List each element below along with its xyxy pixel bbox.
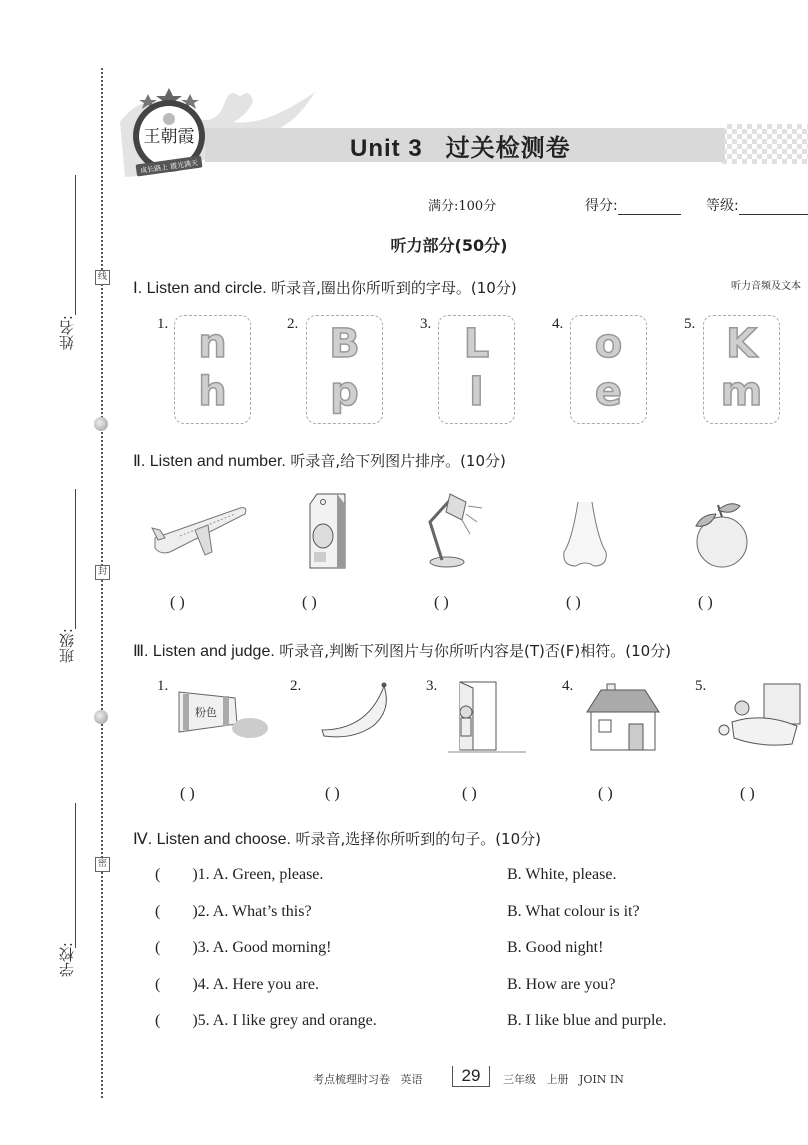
grade-blank[interactable] <box>739 200 808 215</box>
binding-hole-icon <box>94 710 108 724</box>
footer-book-title: 考点梳理时习卷 英语 <box>313 1073 423 1086</box>
boy-opening-door-icon <box>448 680 528 755</box>
item-number: 5. <box>695 678 707 694</box>
binding-mark-xian: 线 <box>95 270 110 285</box>
answer-blank[interactable]: ( ) <box>180 785 195 802</box>
question-1-option-a[interactable]: ( )1. A. Green, please. <box>155 866 324 883</box>
answer-blank[interactable]: ( ) <box>325 785 340 802</box>
page-title: Unit 3 过关检测卷 <box>350 135 571 162</box>
school-label: 学校: <box>58 942 76 978</box>
score-blank[interactable] <box>618 200 681 215</box>
letter-card-3[interactable]: L I <box>438 315 515 424</box>
item-number: 3. <box>426 678 438 694</box>
svg-text:粉色: 粉色 <box>195 706 217 719</box>
house-icon <box>585 682 660 752</box>
question-3-option-a[interactable]: ( )3. A. Good morning! <box>155 939 332 956</box>
item-number: 5. <box>684 316 696 332</box>
section-2-heading: Ⅱ. Listen and number. 听录音,给下列图片排序。(10分) <box>133 452 506 470</box>
grade-label: 等级: <box>706 198 739 214</box>
class-field-line[interactable] <box>75 489 76 629</box>
item-number: 1. <box>157 316 169 332</box>
school-field-line[interactable] <box>75 803 76 948</box>
answer-blank[interactable]: ( ) <box>462 785 477 802</box>
item-number: 4. <box>562 678 574 694</box>
answer-blank[interactable]: ( ) <box>740 785 755 802</box>
brand-logo-icon <box>128 86 210 180</box>
answer-blank[interactable]: ( ) <box>170 594 185 611</box>
desk-lamp-icon <box>422 492 492 570</box>
item-number: 3. <box>420 316 432 332</box>
letter-card-1[interactable]: n h <box>174 315 251 424</box>
item-number: 2. <box>290 678 302 694</box>
banana-icon <box>318 680 393 740</box>
nose-icon <box>560 500 610 570</box>
question-4-option-b[interactable]: B. How are you? <box>507 976 616 993</box>
answer-blank[interactable]: ( ) <box>698 594 713 611</box>
answer-blank[interactable]: ( ) <box>434 594 449 611</box>
question-2-option-a[interactable]: ( )2. A. What’s this? <box>155 903 312 920</box>
binding-mark-feng: 封 <box>95 565 110 580</box>
question-5-option-b[interactable]: B. I like blue and purple. <box>507 1012 667 1029</box>
question-2-option-b[interactable]: B. What colour is it? <box>507 903 640 920</box>
item-number: 2. <box>287 316 299 332</box>
letter-card-5[interactable]: K m <box>703 315 780 424</box>
section-1-heading: Ⅰ. Listen and circle. 听录音,圈出你所听到的字母。(10分) <box>133 279 517 297</box>
letter-card-2[interactable]: B p <box>306 315 383 424</box>
item-number: 4. <box>552 316 564 332</box>
milk-carton-icon <box>305 492 350 570</box>
svg-text:成长路上 霞光满天: 成长路上 霞光满天 <box>139 158 199 176</box>
paint-tube-icon <box>175 688 270 743</box>
grade-field[interactable] <box>706 195 808 215</box>
full-score-label: 满分:100分 <box>428 199 497 214</box>
answer-blank[interactable]: ( ) <box>566 594 581 611</box>
footer-grade-info: 三年级 上册 JOIN IN <box>503 1073 624 1086</box>
question-5-option-a[interactable]: ( )5. A. I like grey and orange. <box>155 1012 377 1029</box>
score-field[interactable] <box>585 195 681 215</box>
binding-hole-icon <box>94 417 108 431</box>
page-number: 29 <box>452 1066 490 1087</box>
question-3-option-b[interactable]: B. Good night! <box>507 939 604 956</box>
orange-icon <box>692 500 752 570</box>
audio-note: 听力音频及文本 <box>731 281 801 292</box>
item-number: 1. <box>157 678 169 694</box>
girl-in-bed-icon <box>712 682 802 752</box>
svg-text:王朝霞: 王朝霞 <box>143 127 195 147</box>
plane-icon <box>150 500 250 565</box>
checker-decoration <box>722 124 808 164</box>
name-label: 姓名: <box>58 315 76 351</box>
class-label: 班级: <box>58 628 76 664</box>
letter-card-4[interactable]: o e <box>570 315 647 424</box>
answer-blank[interactable]: ( ) <box>598 785 613 802</box>
binding-mark-mi: 密 <box>95 857 110 872</box>
section-4-heading: Ⅳ. Listen and choose. 听录音,选择你所听到的句子。(10分) <box>133 830 541 848</box>
question-1-option-b[interactable]: B. White, please. <box>507 866 617 883</box>
score-label: 得分: <box>585 198 618 214</box>
answer-blank[interactable]: ( ) <box>302 594 317 611</box>
part-title: 听力部分(50分) <box>390 236 508 255</box>
binding-dotted-line <box>101 68 103 1098</box>
question-4-option-a[interactable]: ( )4. A. Here you are. <box>155 976 319 993</box>
section-3-heading: Ⅲ. Listen and judge. 听录音,判断下列图片与你所听内容是(T)否(F)相符。(10分) <box>133 642 672 660</box>
